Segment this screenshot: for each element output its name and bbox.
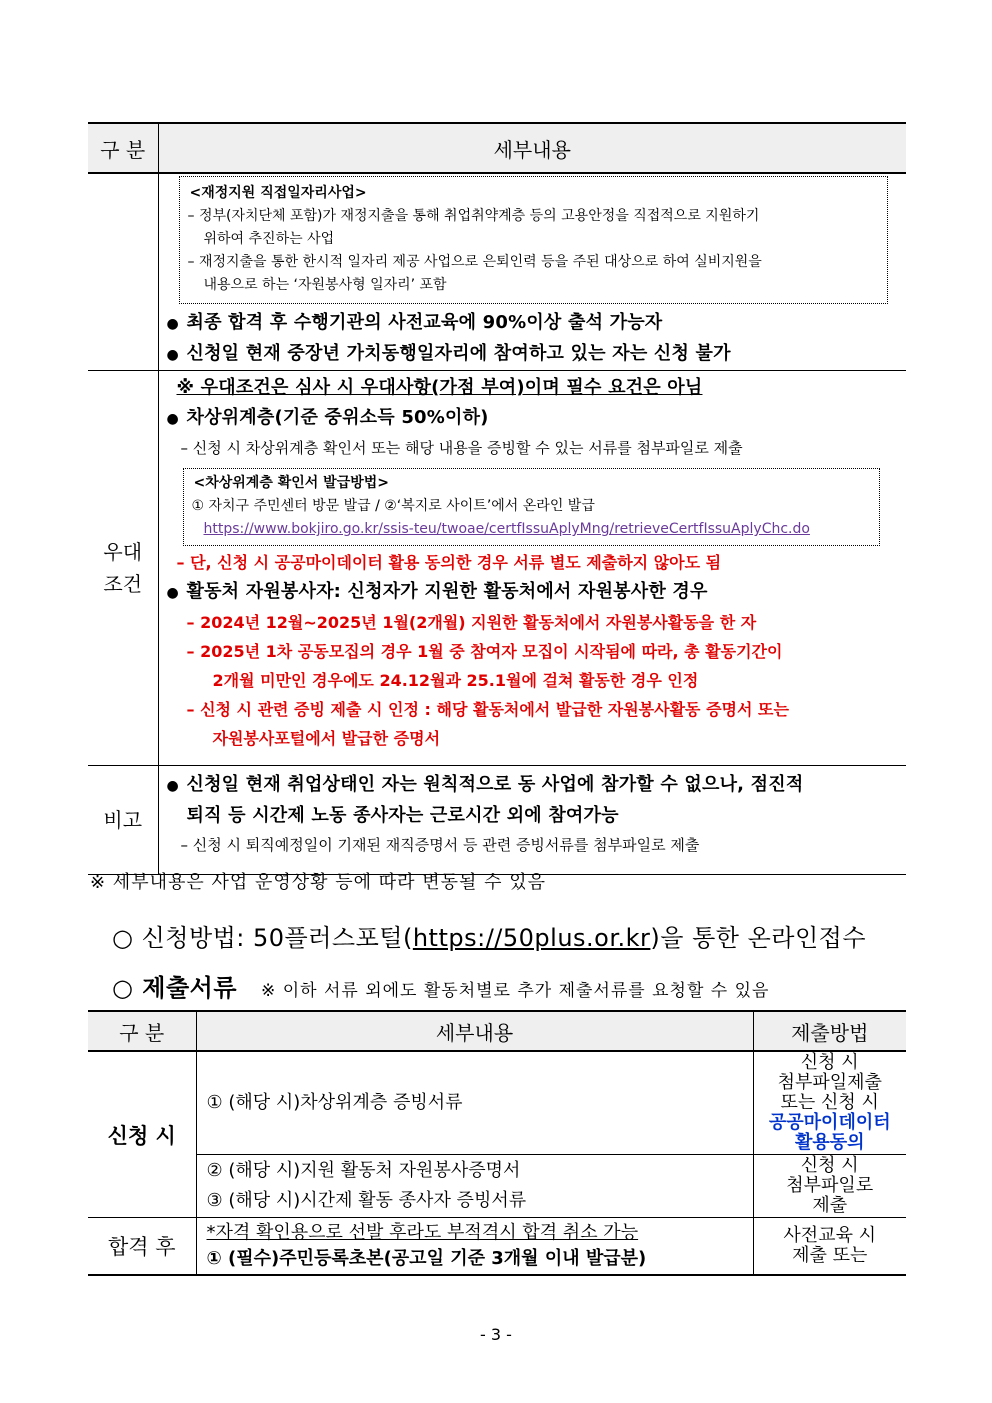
bullet-item: ● 신청일 현재 중장년 가치동행일자리에 참여하고 있는 자는 신청 불가: [159, 339, 907, 370]
row-content: [158, 371, 906, 766]
documents-heading: ○ 제출서류 ※ 이하 서류 외에도 활동처별로 추가 제출서류를 요청할 수 있음: [112, 974, 770, 1002]
table-row: [88, 1051, 906, 1155]
info-box-title: <재정지원 직접일자리사업>: [189, 185, 367, 201]
bullet-item: ● 최종 합격 후 수행기관의 사전교육에 90%이상 출석 가능자: [159, 308, 907, 339]
bokjiro-link[interactable]: https://www.bokjiro.go.kr/ssis-teu/twoae/certfIssuAplyMng/retrieveCertfIssuAplyChc.do: [203, 521, 810, 537]
bullet-item-cont: 퇴직 등 시간제 노동 종사자는 근로시간 외에 참여가능: [186, 805, 619, 826]
bullet-item: ● 차상위계층(기준 중위소득 50%이하): [159, 403, 907, 434]
bullet-dot-icon: ●: [166, 347, 179, 363]
table-row: [88, 1155, 906, 1218]
pass-stage-label: 합격 후: [88, 1218, 196, 1276]
red-note: – 신청 시 관련 증빙 제출 시 인정 : 해당 활동처에서 발급한 자원봉사활동 증명서 또는: [186, 700, 789, 719]
submission-method: 사전교육 시 제출 또는: [753, 1218, 906, 1276]
header-method: 제출방법: [753, 1011, 906, 1051]
table-row: [88, 371, 906, 766]
table-header-row: [88, 1011, 906, 1051]
apply-stage-label: 신청 시: [88, 1051, 196, 1218]
bullet-item: ● 활동처 자원봉사자: 신청자가 지원한 활동처에서 자원봉사한 경우: [159, 577, 907, 608]
red-note: 2개월 미만인 경우에도 24.12월과 25.1월에 걸쳐 활동한 경우 인정: [212, 671, 699, 690]
header-category: 구 분: [88, 123, 158, 173]
info-box-direct-jobs: [179, 176, 889, 304]
table-row: [88, 1218, 906, 1276]
row-label-empty: [88, 173, 158, 371]
table-row: [88, 173, 906, 371]
submission-method: 신청 시 첨부파일제출 또는 신청 시 공공마이데이터 활용동의: [753, 1051, 906, 1155]
red-note: – 2024년 12월~2025년 1월(2개월) 지원한 활동처에서 자원봉사활동을 한 자: [186, 613, 757, 632]
page-number: - 3 -: [480, 1325, 512, 1344]
info-box-line: 위하여 추진하는 사업: [203, 231, 335, 247]
bullet-dot-icon: ●: [166, 316, 179, 332]
row-content: [158, 173, 906, 371]
header-details: 세부내용: [196, 1011, 753, 1051]
red-note: – 2025년 1차 공동모집의 경우 1월 중 참여자 모집이 시작됨에 따라, 총 활동기간이: [186, 642, 783, 661]
bullet-item: ● 신청일 현재 취업상태인 자는 원칙적으로 동 사업에 참가할 수 없으나, 점진적: [159, 770, 907, 801]
bullet-dot-icon: ●: [166, 778, 179, 794]
row-label-remarks: 비고: [88, 766, 158, 875]
header-details: 세부내용: [158, 123, 906, 173]
fiftyplus-link[interactable]: https://50plus.or.kr: [412, 924, 651, 952]
document-item: ② (해당 시)지원 활동처 자원봉사증명서 ③ (해당 시)시간제 활동 종사자 증빙서류: [196, 1155, 753, 1218]
document-item: ① (해당 시)차상위계층 증빙서류: [196, 1051, 753, 1155]
red-note: 자원봉사포털에서 발급한 증명서: [212, 729, 441, 748]
info-box-line: – 재정지출을 통한 한시적 일자리 제공 사업으로 은퇴인력 등을 주된 대상으로 하여 실비지원을: [187, 254, 762, 270]
table-header-row: [88, 123, 906, 173]
info-box-line: 내용으로 하는 ‘자원봉사형 일자리’ 포함: [203, 277, 447, 293]
header-category: 구 분: [88, 1011, 196, 1051]
documents-table: [88, 1010, 906, 1276]
info-box-title: <차상위계층 확인서 발급방법>: [193, 475, 389, 491]
eligibility-table: [88, 122, 906, 875]
row-content: [158, 766, 906, 875]
info-box-line: – 정부(자치단체 포함)가 재정지출을 통해 취업취약계층 등의 고용안정을 직접적으로 지원하기: [187, 208, 760, 224]
submission-method: 신청 시 첨부파일로 제출: [753, 1155, 906, 1218]
info-box-certificate: [183, 468, 881, 546]
table-row: [88, 766, 906, 875]
document-item: *자격 확인용으로 선발 후라도 부적격시 합격 취소 가능 ① (필수)주민등록초본(공고일 기준 3개월 이내 발급분): [196, 1218, 753, 1276]
documents-note: ※ 이하 서류 외에도 활동처별로 추가 제출서류를 요청할 수 있음: [261, 981, 770, 1001]
info-box-line: ① 자치구 주민센터 방문 발급 / ②‘복지로 사이트’에서 온라인 발급: [191, 498, 595, 514]
preference-notice: ※ 우대조건은 심사 시 우대사항(가점 부여)이며 필수 요건은 아님: [176, 377, 703, 398]
sub-item: – 신청 시 차상위계층 확인서 또는 해당 내용을 증빙할 수 있는 서류를 첨부파일로 제출: [180, 439, 743, 457]
bullet-dot-icon: ●: [166, 585, 179, 601]
sub-item: – 신청 시 퇴직예정일이 기재된 재직증명서 등 관련 증빙서류를 첨부파일로 제출: [180, 836, 700, 854]
red-note: – 단, 신청 시 공공마이데이터 활용 동의한 경우 서류 별도 제출하지 않아도 됨: [176, 553, 722, 572]
change-notice: ※ 세부내용은 사업 운영상황 등에 따라 변동될 수 있음: [90, 872, 547, 893]
bullet-dot-icon: ●: [166, 411, 179, 427]
apply-method-heading: ○ 신청방법: 50플러스포털(https://50plus.or.kr)을 통한 온라인접수: [112, 924, 866, 952]
row-label-preference: 우대 조건: [88, 371, 158, 766]
